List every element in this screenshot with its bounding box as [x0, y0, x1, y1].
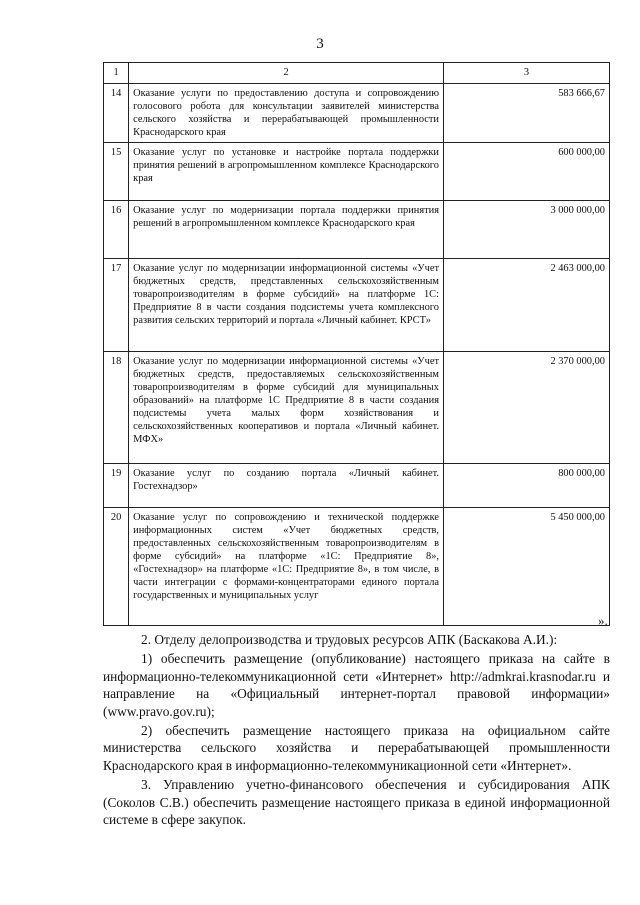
table-header-row: [104, 63, 610, 84]
order-body: [103, 631, 610, 830]
row-description: Оказание услуг по модернизации портала поддержки принятия решений в агропромышленном комплексе Краснодарского края: [129, 201, 444, 259]
row-number: 20: [104, 508, 129, 626]
header-cell-2: 2: [129, 63, 444, 84]
row-number: 19: [104, 464, 129, 508]
row-description: Оказание услуг по модернизации информационной системы «Учет бюджетных средств, представленных сельскохозяйственным товаропроизводителям в форме субсидий» на платформе 1С: Предприятие 8 в части создания подсистемы учета комплексного развития сельских территорий и портала «Личный кабинет. КРСТ»: [129, 259, 444, 352]
table-row: [104, 259, 610, 352]
table-row: [104, 143, 610, 201]
row-amount: 600 000,00: [444, 143, 610, 201]
row-amount: 2 370 000,00: [444, 352, 610, 464]
row-amount: 583 666,67: [444, 84, 610, 143]
header-cell-3: 3: [444, 63, 610, 84]
row-number: 15: [104, 143, 129, 201]
page-number: 3: [316, 36, 324, 52]
table-row: [104, 352, 610, 464]
row-amount: 3 000 000,00: [444, 201, 610, 259]
row-description: Оказание услуг по сопровождению и технической поддержке информационных систем «Учет бюджетных средств, предоставленных сельскохозяйственным товаропроизводителям в форме субсидий» на платформе «1С: Предприятие 8», «Гостехнадзор» на платформе «1С: Предприятие 8», в том числе, в части интеграции с формами-концентраторами единого портала государственных и муниципальных услуг: [129, 508, 444, 626]
paragraph-2-1: 1) обеспечить размещение (опубликование) настоящего приказа на сайте в информационно-телекоммуникационной сети «Интернет» http://admkrai.krasnodar.ru и направление на «Официальный интернет-портал правовой информации» (www.pravo.gov.ru);: [103, 651, 610, 719]
row-amount: 5 450 000,00: [444, 508, 610, 626]
paragraph-2-2: 2) обеспечить размещение настоящего приказа на официальном сайте министерства сельского хозяйства и перерабатывающей промышленности Краснодарского края в информационно-телекоммуникационной сети «Интернет».: [103, 723, 610, 773]
table-closing-mark: ».: [598, 613, 608, 628]
row-number: 16: [104, 201, 129, 259]
table-row: [104, 508, 610, 626]
row-amount: 800 000,00: [444, 464, 610, 508]
paragraph-3: 3. Управлению учетно-финансового обеспечения и субсидирования АПК (Соколов С.В.) обеспечить размещение настоящего приказа в единой информационной системе в сфере закупок.: [103, 777, 610, 828]
table-row: [104, 84, 610, 143]
header-cell-1: 1: [104, 63, 129, 84]
row-amount: 2 463 000,00: [444, 259, 610, 352]
table-row: [104, 201, 610, 259]
row-description: Оказание услуги по предоставлению доступа и сопровождению голосового робота для консультации заявителей министерства сельского хозяйства и перерабатывающей промышленности Краснодарского края: [129, 84, 444, 143]
row-description: Оказание услуг по установке и настройке портала поддержки принятия решений в агропромышленном комплексе Краснодарского края: [129, 143, 444, 201]
row-number: 18: [104, 352, 129, 464]
services-table: [103, 62, 610, 626]
row-description: Оказание услуг по модернизации информационной системы «Учет бюджетных средств, предоставляемых сельскохозяйственным товаропроизводителям в форме субсидий для муниципальных образований» на платформе 1С Предприятие 8 в части создания подсистемы учета малых форм хозяйствования и сельскохозяйственных кооперативов и портала «Личный кабинет. МФХ»: [129, 352, 444, 464]
row-number: 14: [104, 84, 129, 143]
row-description: Оказание услуг по созданию портала «Личный кабинет. Гостехнадзор»: [129, 464, 444, 508]
paragraph-2: 2. Отделу делопроизводства и трудовых ресурсов АПК (Баскакова А.И.):: [141, 632, 558, 647]
table-row: [104, 464, 610, 508]
row-number: 17: [104, 259, 129, 352]
